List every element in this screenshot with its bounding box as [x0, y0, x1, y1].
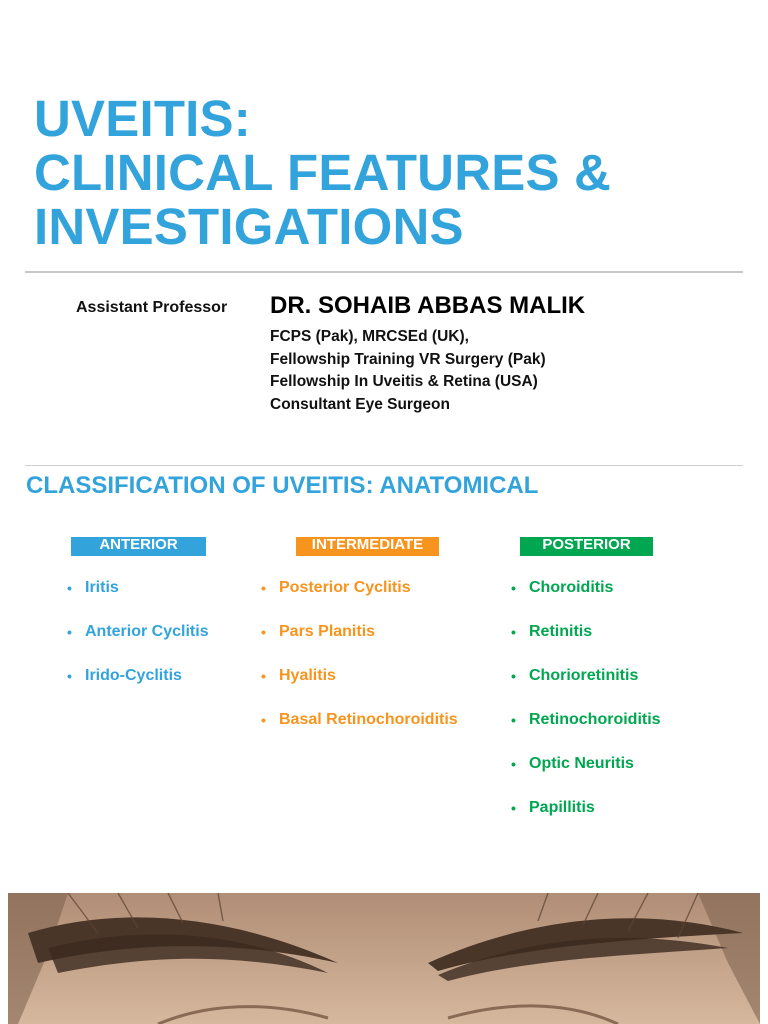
bullet-icon: • [261, 668, 266, 684]
list-item: • Anterior Cyclitis [67, 623, 209, 640]
bullet-icon: • [67, 624, 72, 640]
list-item: • Optic Neuritis [511, 755, 634, 772]
list-item: • Retinochoroiditis [511, 711, 661, 728]
list-posterior [511, 578, 661, 842]
bullet-icon: • [261, 712, 266, 728]
credential-line: Fellowship Training VR Surgery (Pak) [270, 350, 546, 368]
section-divider [25, 465, 743, 466]
header-anterior: ANTERIOR [71, 537, 206, 556]
list-item: • Iritis [67, 579, 119, 596]
bullet-icon: • [511, 624, 516, 640]
bullet-icon: • [261, 580, 266, 596]
header-posterior: POSTERIOR [520, 537, 653, 556]
list-item: • Hyalitis [261, 667, 336, 684]
classification-title: CLASSIFICATION OF UVEITIS: ANATOMICAL [26, 472, 539, 499]
author-role: Assistant Professor [76, 299, 228, 316]
list-anterior [67, 578, 209, 710]
bullet-icon: • [511, 756, 516, 772]
bullet-icon: • [67, 580, 72, 596]
slide-title [34, 92, 754, 254]
bullet-icon: • [261, 624, 266, 640]
eyebrows-icon [8, 893, 760, 1024]
list-intermediate [261, 578, 458, 754]
title-divider [25, 271, 743, 273]
list-item: • Posterior Cyclitis [261, 579, 411, 596]
eyebrows-photo [8, 893, 760, 1024]
list-item: • Choroiditis [511, 579, 614, 596]
credential-line: Fellowship In Uveitis & Retina (USA) [270, 373, 538, 390]
title-line-2: CLINICAL FEATURES & [34, 144, 612, 201]
list-item: • Basal Retinochoroiditis [261, 711, 458, 728]
author-name: DR. SOHAIB ABBAS MALIK [270, 292, 586, 319]
list-item: • Pars Planitis [261, 623, 376, 640]
list-item: • Retinitis [511, 623, 593, 640]
bullet-icon: • [511, 668, 516, 684]
title-line-3: INVESTIGATIONS [34, 198, 464, 255]
list-item: • Irido-Cyclitis [67, 667, 182, 684]
bullet-icon: • [67, 668, 72, 684]
header-intermediate: INTERMEDIATE [296, 537, 439, 556]
bullet-icon: • [511, 580, 516, 596]
bullet-icon: • [511, 712, 516, 728]
list-item: • Chorioretinitis [511, 667, 639, 684]
credential-line: Consultant Eye Surgeon [270, 395, 450, 413]
author-credentials [270, 326, 546, 416]
bullet-icon: • [511, 800, 516, 816]
list-item: • Papillitis [511, 799, 595, 816]
credential-line: FCPS (Pak), MRCSEd (UK), [270, 328, 469, 345]
title-line-1: UVEITIS: [34, 90, 251, 147]
